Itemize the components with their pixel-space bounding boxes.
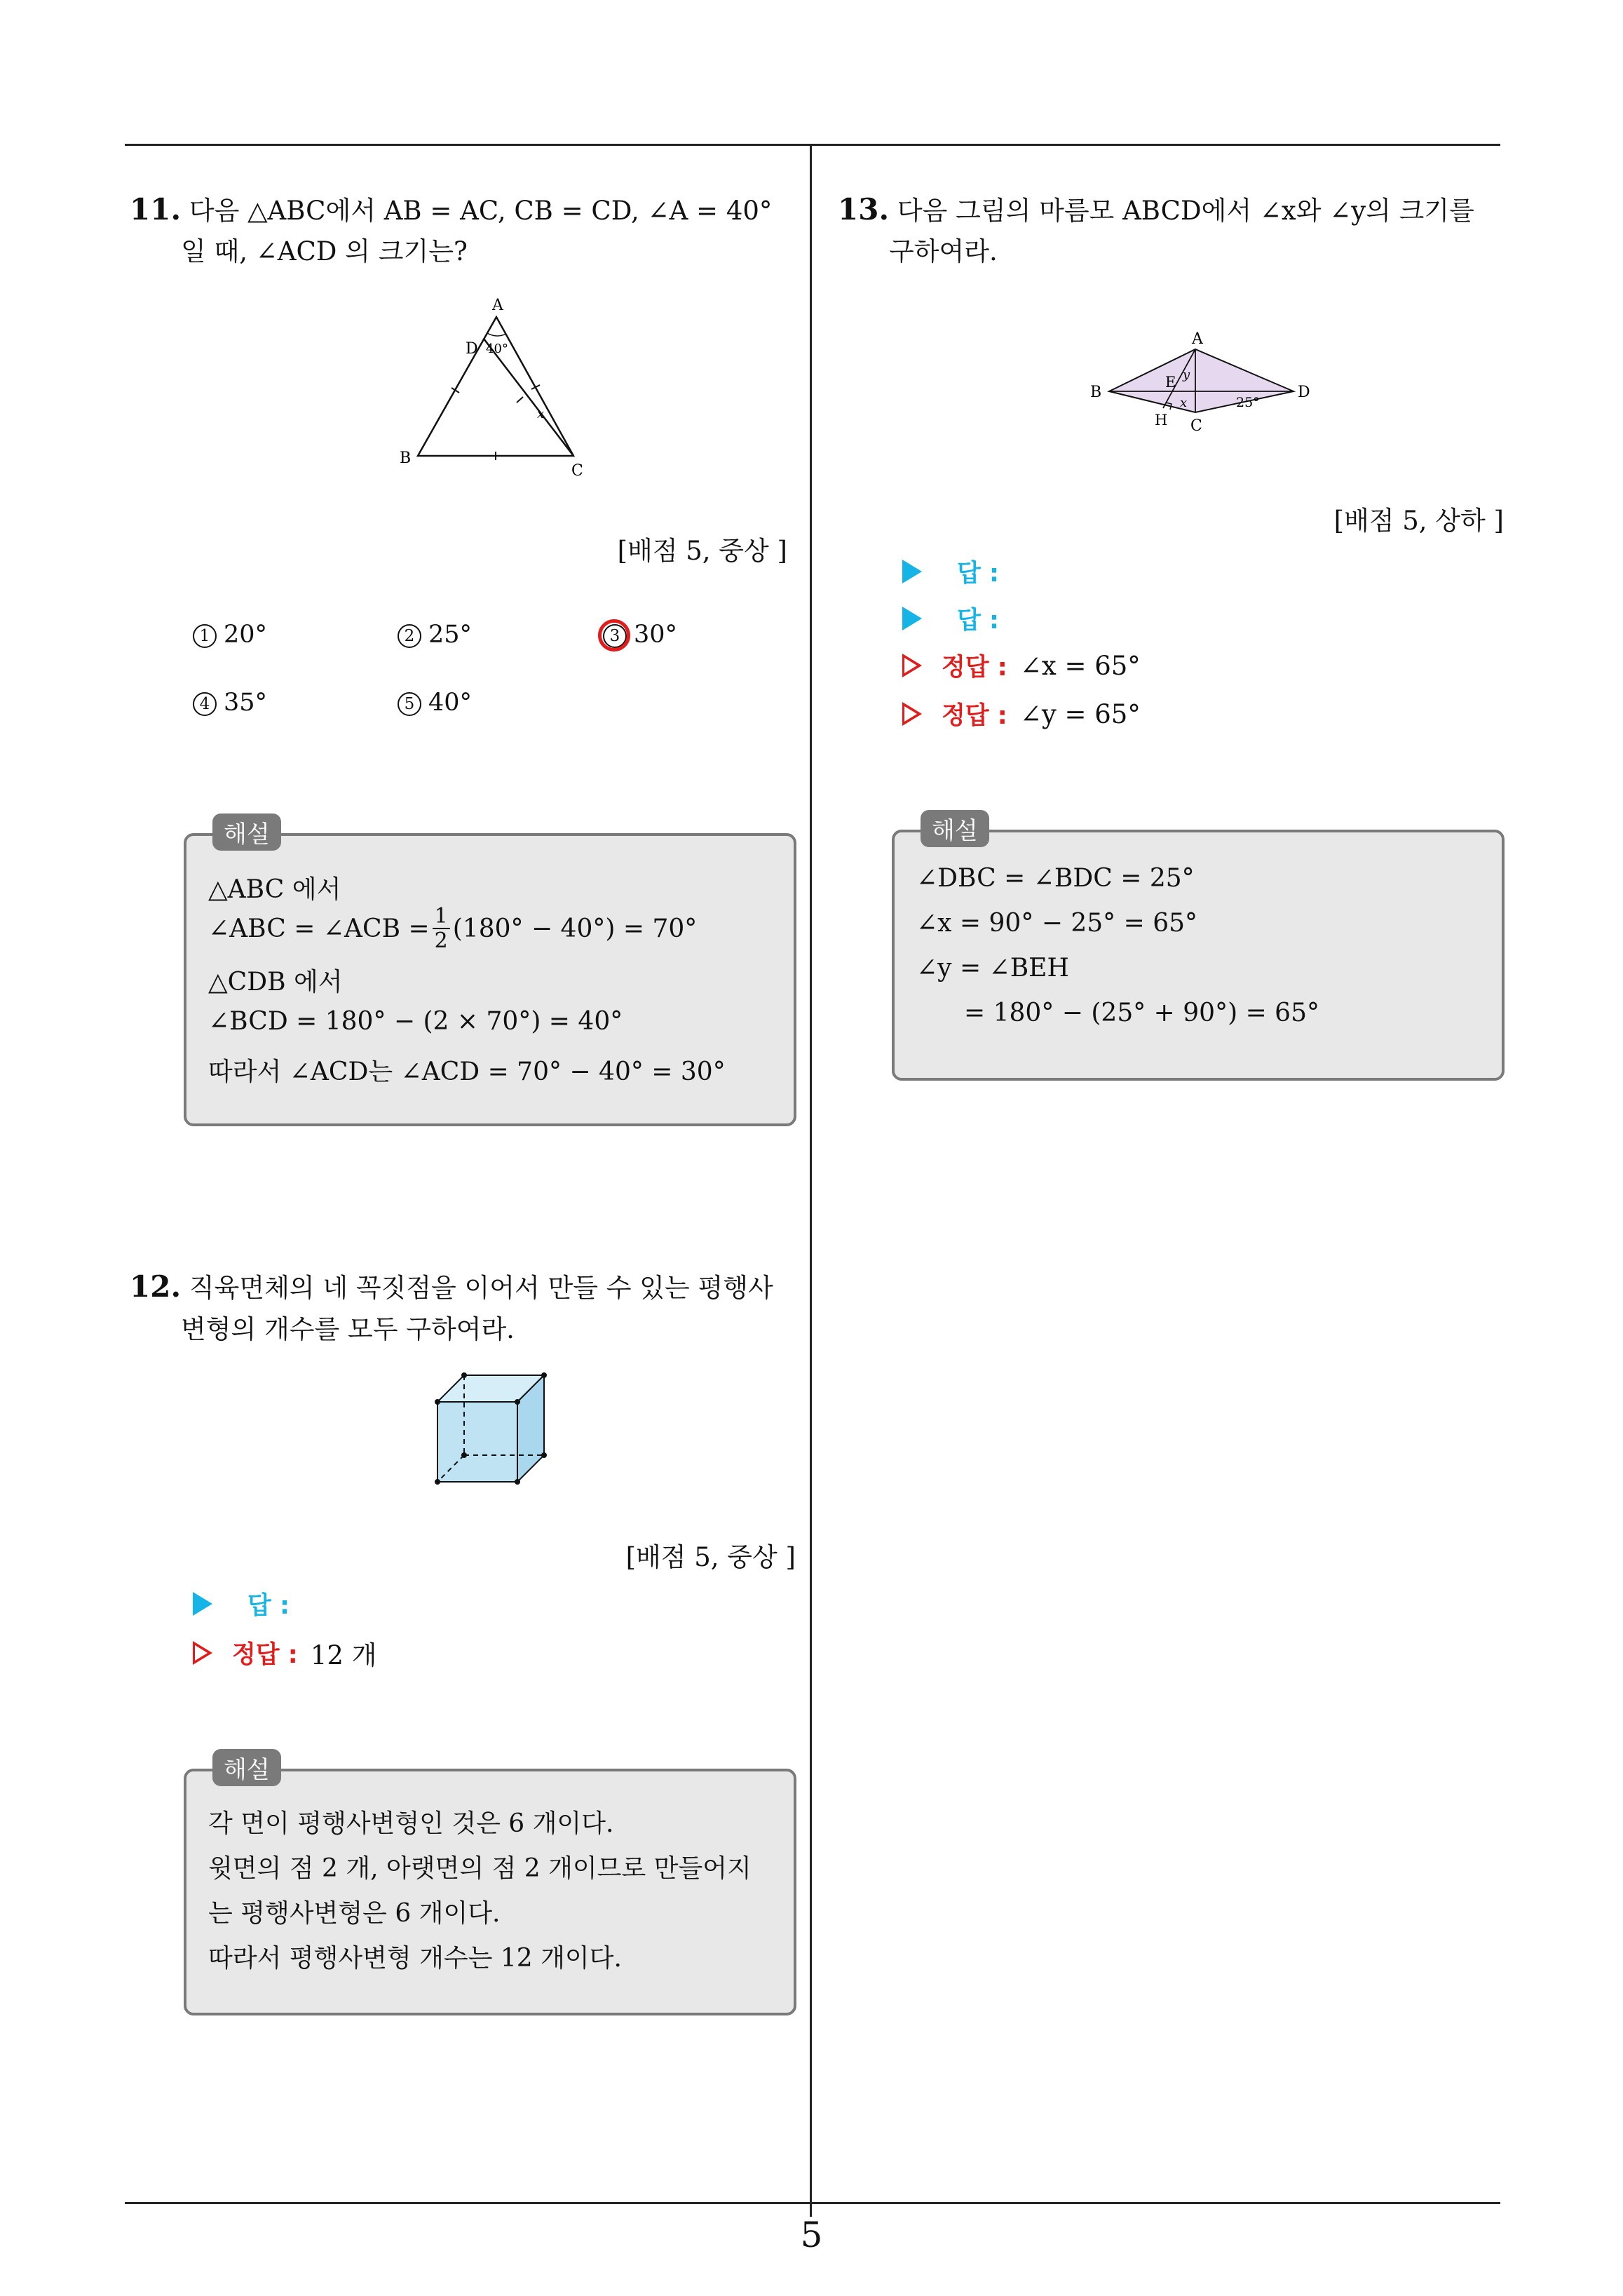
question-text: 다음 그림의 마름모 ABCD에서 ∠x와 ∠y의 크기를 xyxy=(897,196,1474,226)
problem-12-question-line1 xyxy=(130,1268,773,1306)
problem-13-question-line2: 구하여라. xyxy=(889,236,998,266)
explanation-line: △ABC 에서 xyxy=(208,875,341,904)
explanation-line: ∠x = 90° − 25° = 65° xyxy=(916,909,1198,938)
question-text: 다음 △ABC에서 AB = AC, CB = CD, ∠A = 40° xyxy=(189,196,773,226)
problem-13-correct-line-1 xyxy=(902,648,1141,683)
explanation-line: 따라서 평행사변형 개수는 12 개이다. xyxy=(208,1944,622,1973)
choice-1[interactable] xyxy=(193,621,267,649)
choice-3-selected[interactable] xyxy=(603,621,677,649)
answer-label: 답 : xyxy=(957,560,999,588)
problem-13-score: [배점 5, 상하 ] xyxy=(1333,506,1504,536)
explanation-line: 는 평행사변형은 6 개이다. xyxy=(208,1899,501,1928)
correct-value: 12 개 xyxy=(310,1640,377,1670)
explanation-line: 따라서 ∠ACD는 ∠ACD = 70° − 40° = 30° xyxy=(208,1058,726,1086)
problem-13-answer-line-2 xyxy=(902,601,999,636)
explanation-line: ∠y = ∠BEH xyxy=(916,954,1069,982)
problem-number: 13. xyxy=(838,192,890,227)
cuboid-figure xyxy=(428,1371,554,1490)
problem-11-score: [배점 5, 중상 ] xyxy=(617,536,787,566)
rhombus-figure xyxy=(1083,330,1322,463)
choice-mark: 1 xyxy=(193,624,217,648)
label-d: D xyxy=(466,340,478,358)
label-e: E xyxy=(1165,374,1176,391)
question-text: 직육면체의 네 꼭짓점을 이어서 만들 수 있는 평행사 xyxy=(189,1273,773,1303)
answer-label: 답 : xyxy=(247,1592,290,1620)
explanation-line: 각 면이 평행사변형인 것은 6 개이다. xyxy=(208,1809,614,1838)
explanation-tab: 해설 xyxy=(212,1749,281,1786)
explanation-line: ∠DBC = ∠BDC = 25° xyxy=(916,864,1195,893)
label-x: x xyxy=(1180,396,1188,410)
correct-answer-ring xyxy=(598,619,630,651)
problem-12-correct-line xyxy=(193,1634,376,1672)
label-x: x xyxy=(537,407,545,421)
correct-marker-icon xyxy=(902,654,922,677)
problem-13-question-line1 xyxy=(838,191,1474,229)
choice-5[interactable] xyxy=(398,689,472,717)
choice-4[interactable] xyxy=(193,689,267,717)
bottom-rule xyxy=(125,2202,1500,2204)
explanation-line: 윗면의 점 2 개, 아랫면의 점 2 개이므로 만들어지 xyxy=(208,1854,752,1883)
choice-mark: 3 xyxy=(603,624,627,648)
correct-marker-icon xyxy=(193,1641,212,1665)
fraction-one-half: $\frac{1}{2}$ xyxy=(433,905,450,952)
rhombus-abcd xyxy=(1109,349,1293,412)
problem-12-score: [배점 5, 중상 ] xyxy=(625,1542,796,1572)
explanation-line: ∠BCD = 180° − (2 × 70°) = 40° xyxy=(208,1007,623,1036)
problem-number: 12. xyxy=(130,1269,182,1304)
correct-label: 정답 : xyxy=(942,654,1007,682)
explanation-tab: 해설 xyxy=(921,810,989,847)
choice-mark: 2 xyxy=(398,624,421,648)
choice-2[interactable] xyxy=(398,621,472,649)
choice-mark: 5 xyxy=(398,692,421,716)
correct-value: ∠x = 65° xyxy=(1019,650,1141,681)
choice-value: 30° xyxy=(634,621,678,649)
problem-12-answer-line xyxy=(193,1586,290,1621)
column-divider xyxy=(810,144,812,2217)
label-angle-40: 40° xyxy=(486,342,508,356)
problem-12-question-line2: 변형의 개수를 모두 구하여라. xyxy=(181,1314,515,1344)
page-number: 5 xyxy=(800,2215,823,2255)
correct-label: 정답 : xyxy=(942,702,1007,730)
label-d: D xyxy=(1298,384,1310,401)
problem-13-correct-line-2 xyxy=(902,696,1141,731)
correct-label: 정답 : xyxy=(232,1641,298,1669)
explanation-tab: 해설 xyxy=(212,813,281,851)
choice-value: 25° xyxy=(428,621,473,649)
answer-marker-icon xyxy=(902,560,922,583)
label-b: B xyxy=(400,450,412,467)
explanation-line: △CDB 에서 xyxy=(208,968,343,997)
tick-cd xyxy=(517,397,523,403)
choice-value: 20° xyxy=(224,621,268,649)
problem-11-question-line2: 일 때, ∠ACD 의 크기는? xyxy=(181,236,468,266)
explanation-line-with-fraction: ∠ABC = ∠ACB = $\frac{1}{2}$ (180° − 40°) = 70° xyxy=(208,904,698,953)
answer-marker-icon xyxy=(902,607,922,630)
label-b: B xyxy=(1090,384,1102,401)
answer-marker-icon xyxy=(193,1592,212,1616)
triangle-abc xyxy=(418,317,573,456)
label-h: H xyxy=(1155,412,1168,428)
label-a: A xyxy=(1192,330,1203,348)
correct-value: ∠y = 65° xyxy=(1019,698,1141,729)
choice-value: 35° xyxy=(224,689,268,717)
label-y: y xyxy=(1183,367,1190,382)
label-a: A xyxy=(492,297,503,314)
correct-marker-icon xyxy=(902,702,922,726)
label-c: C xyxy=(1190,417,1202,435)
problem-13-answer-line-1 xyxy=(902,554,999,589)
segment-cd xyxy=(484,339,573,456)
explanation-line: = 180° − (25° + 90°) = 65° xyxy=(964,999,1319,1027)
label-c: C xyxy=(571,462,583,480)
choice-value: 40° xyxy=(428,689,473,717)
problem-11-question-line1 xyxy=(130,191,772,229)
problem-number: 11. xyxy=(130,192,182,227)
top-rule xyxy=(125,144,1500,146)
answer-label: 답 : xyxy=(957,607,999,635)
choice-mark: 4 xyxy=(193,692,217,716)
isosceles-triangle-figure xyxy=(393,295,603,480)
angle-arc-a xyxy=(487,333,506,336)
label-angle-25: 25° xyxy=(1236,395,1260,410)
